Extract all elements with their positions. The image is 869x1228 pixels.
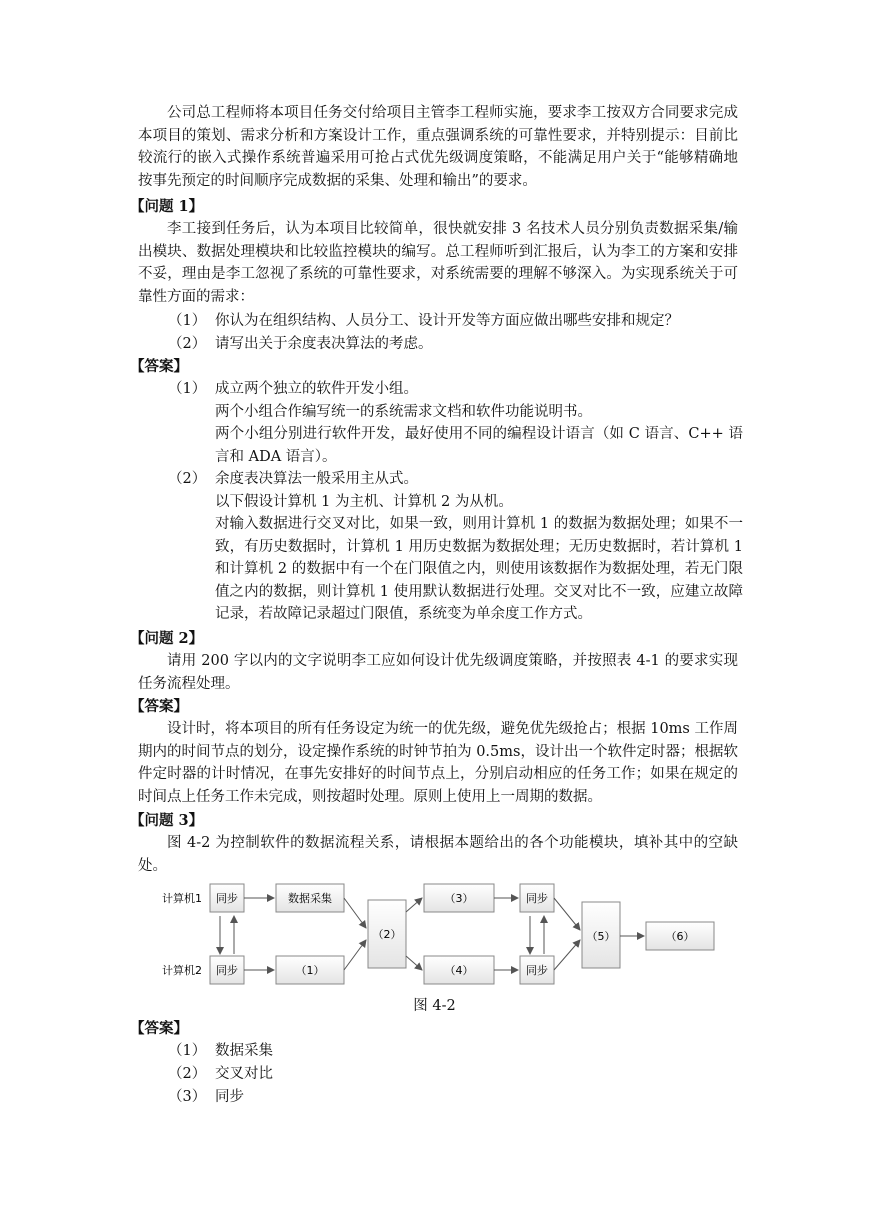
- item-number: （1）: [168, 1043, 207, 1059]
- item-number: （3）: [168, 1089, 207, 1105]
- sync-label: 同步: [216, 964, 238, 977]
- item-number: （2）: [168, 336, 207, 352]
- question-1-item-2: [168, 333, 743, 356]
- question-3-text: 图 4-2 为控制软件的数据流程关系，请根据本题给出的各个功能模块，填补其中的空缺处。: [138, 835, 738, 874]
- question-1-text: 李工接到任务后，认为本项目比较简单，很快就安排 3 名技术人员分别负责数据采集/输出模块、数据处理模块和比较监控模块的编写。总工程师听到汇报后，认为李工的方案和安排不妥，理由是李工忽视了系统的可靠性要求，对系统需要的理解不够深入。为实现系统关于可靠性方面的需求：: [138, 221, 738, 305]
- blank-label-6: （6）: [665, 930, 695, 943]
- item-text: 同步: [215, 1089, 244, 1105]
- item-line: 成立两个独立的软件开发小组。: [215, 381, 418, 397]
- question-2-text: 请用 200 字以内的文字说明李工应如何设计优先级调度策略，并按照表 4-1 的要求实现任务流程处理。: [138, 653, 738, 692]
- data-collect-label: 数据采集: [288, 892, 332, 905]
- item-line: 余度表决算法一般采用主从式。: [215, 471, 418, 487]
- item-number: （2）: [168, 471, 207, 487]
- sync-label: 同步: [526, 964, 548, 977]
- data-flow-diagram: [150, 876, 730, 996]
- question-1-heading: 【问题 1】: [130, 198, 204, 215]
- item-text: 数据采集: [215, 1043, 273, 1059]
- question-3-heading: 【问题 3】: [130, 812, 204, 829]
- item-line: 两个小组合作编写统一的系统需求文档和软件功能说明书。: [215, 403, 592, 420]
- sync-label: 同步: [526, 892, 548, 905]
- answer-1-heading: 【答案】: [130, 358, 188, 375]
- item-line: 两个小组分别进行软件开发，最好使用不同的编程设计语言（如 C 语言、C++ 语言和 ADA 语言）。: [215, 426, 743, 465]
- question-2-heading: 【问题 2】: [130, 630, 204, 647]
- item-number: （2）: [168, 1066, 207, 1082]
- item-number: （1）: [168, 381, 207, 397]
- computer-1-label: 计算机1: [162, 892, 202, 905]
- answer-3-item-3: [168, 1086, 743, 1109]
- answer-1-item-1: [168, 378, 743, 468]
- item-text: 交叉对比: [215, 1066, 273, 1082]
- answer-3-item-2: [168, 1063, 743, 1086]
- item-number: （1）: [168, 313, 207, 329]
- question-1-item-1: [168, 310, 743, 333]
- answer-2-heading: 【答案】: [130, 698, 188, 715]
- blank-label-3: （3）: [444, 892, 474, 905]
- sync-label: 同步: [216, 892, 238, 905]
- blank-label-4: （4）: [444, 964, 474, 977]
- answer-1-item-2: [168, 468, 743, 626]
- item-line: 对输入数据进行交叉对比，如果一致，则用计算机 1 的数据为数据处理；如果不一致，有历史数据时，计算机 1 用历史数据为数据处理；无历史数据时，若计算机 1 和计算机 2 的数据中有一个在门限值之内，则使用该数据作为数据处理，若无门限值之内的数据，则计算机 1 使用默认数据进行处理。交叉对比不一致，应建立故障记录，若故障记录超过门限值，系统变为单余度工作方式。: [215, 516, 743, 622]
- intro-paragraph: 公司总工程师将本项目任务交付给项目主管李工程师实施，要求李工按双方合同要求完成本项目的策划、需求分析和方案设计工作，重点强调系统的可靠性要求，并特别提示：目前比较流行的嵌入式操作系统普遍采用可抢占式优先级调度策略，不能满足用户关于“能够精确地按事先预定的时间顺序完成数据的采集、处理和输出”的要求。: [138, 105, 738, 189]
- blank-label-2: （2）: [372, 928, 402, 941]
- answer-3-heading: 【答案】: [130, 1020, 188, 1037]
- answer-3-item-1: [168, 1040, 743, 1063]
- figure-caption: 图 4-2: [413, 998, 456, 1014]
- computer-2-label: 计算机2: [162, 964, 202, 977]
- item-text: 你认为在组织结构、人员分工、设计开发等方面应做出哪些安排和规定？: [215, 313, 679, 329]
- blank-label-1: （1）: [295, 964, 325, 977]
- answer-2-text: 设计时，将本项目的所有任务设定为统一的优先级，避免优先级抢占；根据 10ms 工作周期内的时间节点的划分，设定操作系统的时钟节拍为 0.5ms，设计出一个软件定时器；根据软件定时器的计时情况，在事先安排好的时间节点上，分别启动相应的任务工作；如果在规定的时间点上任务工作未完成，则按超时处理。原则上使用上一周期的数据。: [138, 721, 738, 805]
- item-text: 请写出关于余度表决算法的考虑。: [215, 336, 433, 352]
- item-line: 以下假设计算机 1 为主机、计算机 2 为从机。: [215, 493, 513, 510]
- blank-label-5: （5）: [586, 930, 616, 943]
